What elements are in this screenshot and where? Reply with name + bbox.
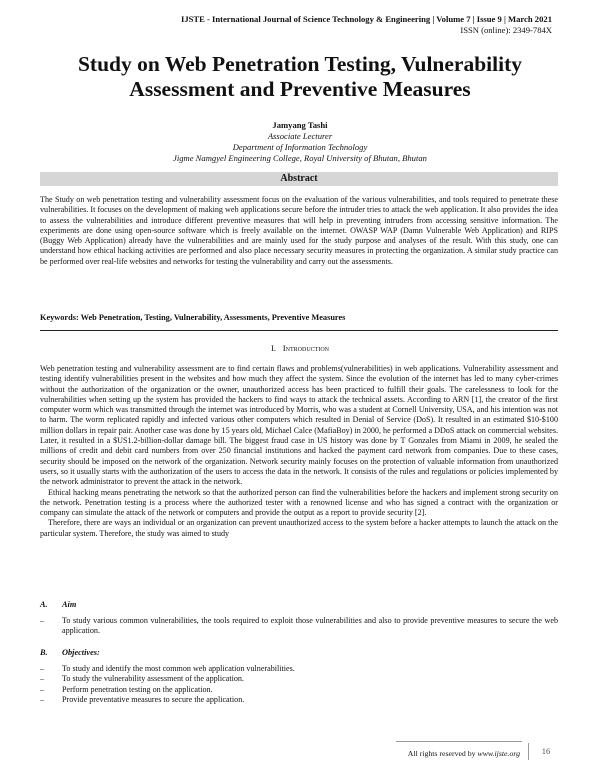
list-item-text: Perform penetration testing on the application. <box>62 684 213 694</box>
intro-paragraph-2: Ethical hacking means penetrating the network so that the authorized person can find the vulnerabilities before the hackers and implement strong security on the network. Penetration testing is a process where the authorized tester with a renowned license and who has signed a contract with the organization or company can simulate the attack of the network or computers and provide the output as a report to provide security [2]. <box>40 487 558 518</box>
list-dash: – <box>40 674 45 684</box>
section-number: I. <box>270 343 277 353</box>
subsection-title: Aim <box>62 600 77 609</box>
paper-title-line-1: Study on Web Penetration Testing, Vulnerability <box>77 52 523 76</box>
footer-prefix: All rights reserved by <box>407 749 478 758</box>
author-institution: Jigme Namgyel Engineering College, Royal University of Bhutan, Bhutan <box>173 153 427 163</box>
objectives-list <box>40 664 558 705</box>
abstract-heading: Abstract <box>40 172 558 186</box>
subsection-objectives-heading <box>40 648 100 657</box>
intro-paragraph-1: Web penetration testing and vulnerability assessment are to find certain flaws and problems(vulnerabilities) in web applications. Vulnerability assessment and testing identify vulnerabilities present in the websites and how much they affect the system. Since the evolution of the internet has led to many cyber-crimes without the authorization of the organization or the owner, unauthorized access has been practiced to fulfill their goals. The carelessness to look for the vulnerabilities when setting up the system has provided the hackers to find ways to attack the technical assets. According to ARN [1], the creator of the first computer worm which was transmitted through the internet was introduced by Morris, who was a student at Cornell University, USA, and his intention was not to harm. The worm replicated rapidly and infected various other computers which resulted in Denial of Service (DoS). It resulted in an estimated $10-$100 million dollars in repair pair. Another case was done by 15 years old, Michael Calce (MafiaBoy) in 2000, he performed a DDoS attack on commercial websites. Later, it resulted in a $US1.2-billion-dollar damage bill. The biggest fraud case in US history was done by T Gonzales from Miami in 2009, he sealed the millions of credit and debit card numbers from over 250 financial institutions and hacked the payment card network from companies. Due to these cases, security should be imposed on the network of the organization. Network security mainly focuses on the protection of valuable information from unauthorized users, so it usually starts with the authorization of the users to access the data in the network. It consists of the rules and regulations or policies implemented by the network administrator to prevent the attack in the network. <box>40 364 558 487</box>
list-item <box>40 616 558 637</box>
list-dash: – <box>40 664 45 673</box>
page-number: 16 <box>528 743 563 760</box>
issn: ISSN (online): 2349-784X <box>460 25 552 35</box>
journal-header <box>181 14 552 36</box>
abstract-text: The Study on web penetration testing and vulnerability assessment focus on the evaluation of the various vulnerabilities, and tools required to penetrate these vulnerabilities. It focuses on the development of making web applications secure before the intruder tries to attack the web application. It also provides the idea to assess the vulnerabilities and introduce different preventive measures that will help in preventing intruders from accessing sensitive information. The experiments are done using open-source software which is freely available on the internet. OWASP WAP (Damn Vulnerable Web Application) and RIPS (Buggy Web Application) already have the vulnerabilities and are mainly used for the study purpose and analyses of the result. With this study, one can understand how ethical hacking activities are performed and also place necessary security measures in protecting the organization. A similar study practice can be performed over real-life websites and networks for testing the vulnerability and carry out the assessments. <box>40 195 558 266</box>
aim-list <box>40 616 558 637</box>
list-item-text: Provide preventative measures to secure the application. <box>62 694 245 704</box>
divider <box>40 330 558 331</box>
author-department: Department of Information Technology <box>232 142 368 152</box>
list-dash: – <box>40 684 45 694</box>
list-item-text: To study and identify the most common web application vulnerabilities. <box>62 664 295 673</box>
footer-copyright <box>408 749 520 758</box>
subsection-letter: A. <box>40 600 48 609</box>
subsection-aim-heading <box>40 600 76 609</box>
paper-title-line-2: Assessment and Preventive Measures <box>129 77 471 101</box>
footer-site-link[interactable]: www.ijste.org <box>477 749 520 758</box>
list-item <box>40 685 558 695</box>
section-title: Introduction <box>282 343 329 353</box>
paper-title <box>0 52 600 102</box>
journal-title: IJSTE - International Journal of Science Technology & Engineering | Volume 7 | Issue 9 | March 2021 <box>180 14 552 24</box>
list-dash: – <box>40 616 45 625</box>
intro-paragraph-3: Therefore, there are ways an individual or an organization can prevent unauthorized access to the system before a hacker attempts to launch the attack on the particular system. Therefore, the study was aimed to study <box>40 518 558 538</box>
author-name: Jamyang Tashi <box>272 120 328 130</box>
list-item-text: To study the vulnerability assessment of the application. <box>62 674 244 684</box>
list-item <box>40 664 558 674</box>
section-heading <box>0 343 600 353</box>
list-item <box>40 674 558 684</box>
list-dash: – <box>40 694 45 704</box>
keywords: Keywords: Web Penetration, Testing, Vulnerability, Assessments, Preventive Measures <box>40 313 346 322</box>
author-role: Associate Lecturer <box>267 131 333 141</box>
list-item <box>40 695 558 705</box>
subsection-title: Objectives: <box>62 648 100 657</box>
author-block <box>0 120 600 164</box>
introduction-body <box>40 364 558 539</box>
subsection-letter: B. <box>40 648 48 657</box>
list-item-text: To study various common vulnerabilities, the tools required to exploit those vulnerabilities and also to provide preventive measures to secure the web application. <box>62 616 558 636</box>
footer-divider <box>396 741 522 742</box>
